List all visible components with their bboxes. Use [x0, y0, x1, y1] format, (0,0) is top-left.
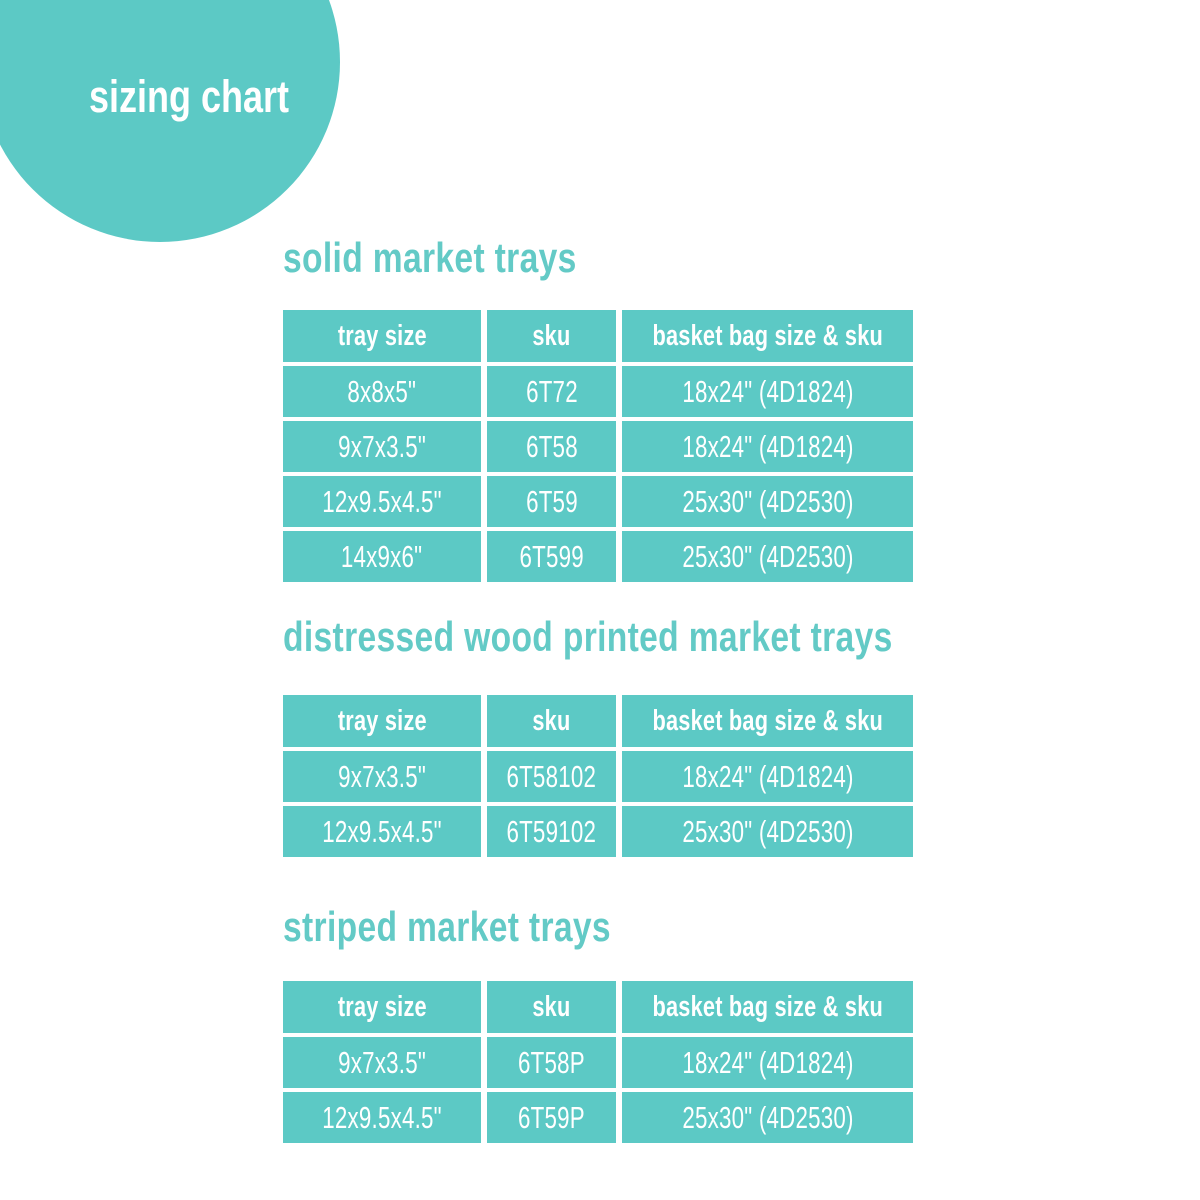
cell-value: 12x9.5x4.5" — [322, 483, 442, 519]
cell-tray-size — [283, 1037, 481, 1088]
cell-sku — [487, 1092, 616, 1143]
cell-basket-bag — [622, 1037, 913, 1088]
cell-basket-bag — [622, 531, 913, 582]
column-header-basket-bag — [622, 981, 913, 1033]
section-striped-market-trays — [283, 903, 913, 1143]
cell-value: 12x9.5x4.5" — [322, 1099, 442, 1135]
cell-value: 6T59 — [525, 483, 578, 519]
cell-tray-size — [283, 421, 481, 472]
cell-value: 9x7x3.5" — [338, 1044, 426, 1080]
cell-value: 6T59102 — [506, 813, 597, 849]
cell-basket-bag — [622, 806, 913, 857]
column-header-tray-size — [283, 695, 481, 747]
cell-sku — [487, 366, 616, 417]
page-title — [89, 70, 339, 123]
section-heading-text: solid market trays — [283, 234, 577, 281]
column-header-tray-size — [283, 981, 481, 1033]
cell-value: 9x7x3.5" — [338, 428, 426, 464]
column-header-label: sku — [532, 319, 571, 352]
cell-sku — [487, 806, 616, 857]
cell-tray-size — [283, 366, 481, 417]
column-header-sku — [487, 310, 616, 362]
cell-value: 18x24" (4D1824) — [681, 1044, 854, 1080]
column-header-tray-size — [283, 310, 481, 362]
cell-value: 6T59P — [518, 1099, 585, 1135]
column-header-label: tray size — [337, 704, 427, 737]
column-header-label: sku — [532, 704, 571, 737]
cell-value: 8x8x5" — [347, 373, 417, 409]
column-header-sku — [487, 981, 616, 1033]
section-distressed-wood-market-trays — [283, 613, 913, 857]
column-header-sku — [487, 695, 616, 747]
cell-value: 6T72 — [525, 373, 578, 409]
cell-sku — [487, 751, 616, 802]
cell-tray-size — [283, 476, 481, 527]
section-heading — [283, 903, 913, 951]
cell-value: 25x30" (4D2530) — [681, 538, 854, 574]
column-header-label: tray size — [337, 990, 427, 1023]
cell-sku — [487, 421, 616, 472]
cell-value: 18x24" (4D1824) — [681, 758, 854, 794]
column-header-label: tray size — [337, 319, 427, 352]
cell-basket-bag — [622, 1092, 913, 1143]
cell-sku — [487, 1037, 616, 1088]
cell-basket-bag — [622, 421, 913, 472]
section-heading — [283, 613, 913, 661]
column-header-label: basket bag size & sku — [652, 319, 883, 352]
cell-basket-bag — [622, 366, 913, 417]
section-heading-text: distressed wood printed market trays — [283, 613, 893, 660]
cell-value: 6T58 — [525, 428, 578, 464]
cell-value: 18x24" (4D1824) — [681, 428, 854, 464]
sizing-table — [283, 695, 913, 857]
page-title-text: sizing chart — [89, 71, 290, 122]
column-header-basket-bag — [622, 695, 913, 747]
cell-value: 6T599 — [519, 538, 584, 574]
cell-sku — [487, 531, 616, 582]
section-solid-market-trays — [283, 234, 913, 582]
cell-tray-size — [283, 531, 481, 582]
cell-basket-bag — [622, 751, 913, 802]
cell-value: 6T58102 — [506, 758, 597, 794]
cell-tray-size — [283, 1092, 481, 1143]
column-header-label: basket bag size & sku — [652, 704, 883, 737]
section-heading-text: striped market trays — [283, 903, 611, 950]
column-header-basket-bag — [622, 310, 913, 362]
cell-value: 25x30" (4D2530) — [681, 483, 854, 519]
cell-value: 6T58P — [518, 1044, 585, 1080]
cell-tray-size — [283, 806, 481, 857]
sizing-table — [283, 310, 913, 582]
cell-sku — [487, 476, 616, 527]
sizing-table — [283, 981, 913, 1143]
cell-basket-bag — [622, 476, 913, 527]
cell-value: 12x9.5x4.5" — [322, 813, 442, 849]
cell-value: 25x30" (4D2530) — [681, 813, 854, 849]
cell-value: 18x24" (4D1824) — [681, 373, 854, 409]
cell-value: 9x7x3.5" — [338, 758, 426, 794]
cell-value: 25x30" (4D2530) — [681, 1099, 854, 1135]
column-header-label: sku — [532, 990, 571, 1023]
cell-value: 14x9x6" — [341, 538, 423, 574]
cell-tray-size — [283, 751, 481, 802]
section-heading — [283, 234, 913, 282]
column-header-label: basket bag size & sku — [652, 990, 883, 1023]
